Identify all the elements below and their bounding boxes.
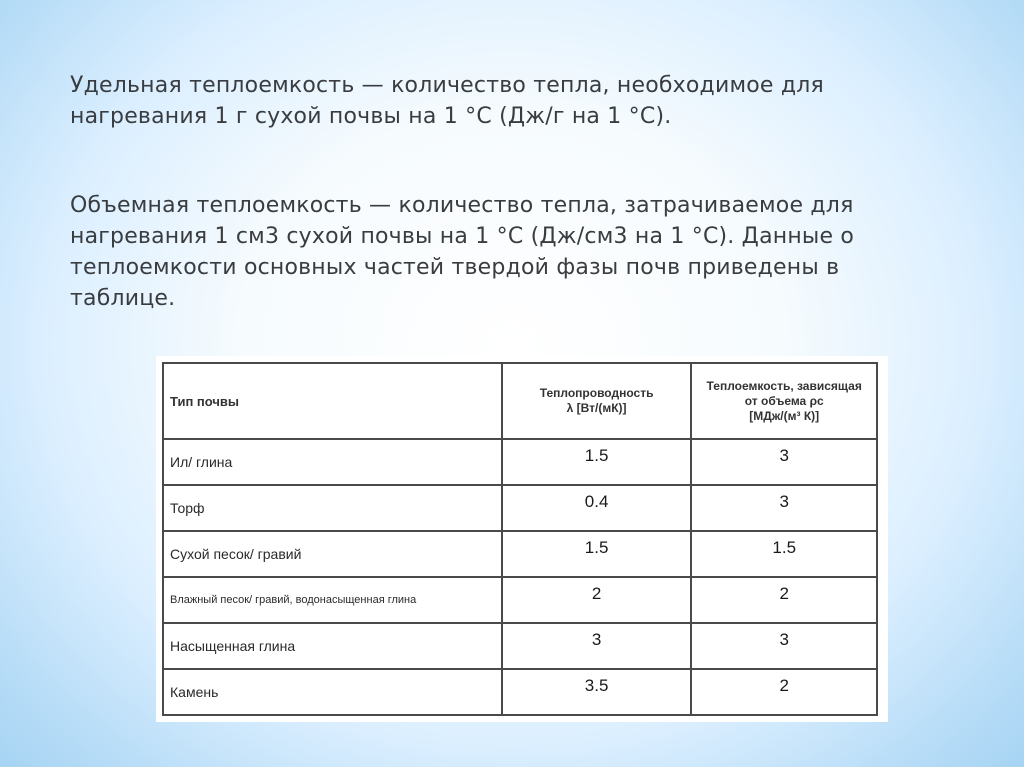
table-row (163, 439, 877, 485)
cell-soil-type: Сухой песок/ гравий (163, 531, 502, 577)
table-row (163, 485, 877, 531)
header-conductivity (502, 363, 692, 439)
cell-capacity: 3 (691, 485, 877, 531)
cell-capacity: 2 (691, 577, 877, 623)
specific-heat-paragraph: Удельная теплоемкость — количество тепла, необходимое для нагревания 1 г сухой почвы на 1 °С (Дж/г на 1 °С). (70, 73, 824, 129)
header-capacity-line1: Теплоемкость, зависящая (706, 378, 862, 393)
header-capacity (691, 363, 877, 439)
cell-soil-type: Влажный песок/ гравий, водонасыщенная глина (163, 577, 502, 623)
cell-conductivity: 3 (502, 623, 692, 669)
cell-capacity: 3 (691, 623, 877, 669)
table-row (163, 531, 877, 577)
header-conductivity-line2: λ [Вт/(мК)] (566, 401, 627, 415)
cell-soil-type: Торф (163, 485, 502, 531)
volumetric-heat-paragraph: Объемная теплоемкость — количество тепла, затрачиваемое для нагревания 1 см3 сухой почвы на 1 °С (Дж/см3 на 1 °С). Данные о теплоемкости основных частей твердой фазы почв приведены в таблице. (70, 193, 855, 311)
cell-capacity: 2 (691, 669, 877, 715)
cell-conductivity: 2 (502, 577, 692, 623)
cell-conductivity: 1.5 (502, 531, 692, 577)
table-row (163, 669, 877, 715)
table-header-row (163, 363, 877, 439)
header-capacity-line3: [МДж/(м³ К)] (749, 408, 820, 423)
cell-soil-type: Ил/ глина (163, 439, 502, 485)
cell-capacity: 1.5 (691, 531, 877, 577)
cell-conductivity: 0.4 (502, 485, 692, 531)
cell-conductivity: 1.5 (502, 439, 692, 485)
cell-conductivity: 3.5 (502, 669, 692, 715)
header-conductivity-line1: Теплопроводность (539, 386, 654, 400)
cell-soil-type: Камень (163, 669, 502, 715)
header-soil-type: Тип почвы (163, 363, 502, 439)
soil-thermal-table (162, 362, 878, 716)
table-image-frame (156, 356, 888, 722)
table-row (163, 577, 877, 623)
header-capacity-line2: от объема ρc (744, 393, 824, 408)
table-row (163, 623, 877, 669)
cell-capacity: 3 (691, 439, 877, 485)
cell-soil-type: Насыщенная глина (163, 623, 502, 669)
